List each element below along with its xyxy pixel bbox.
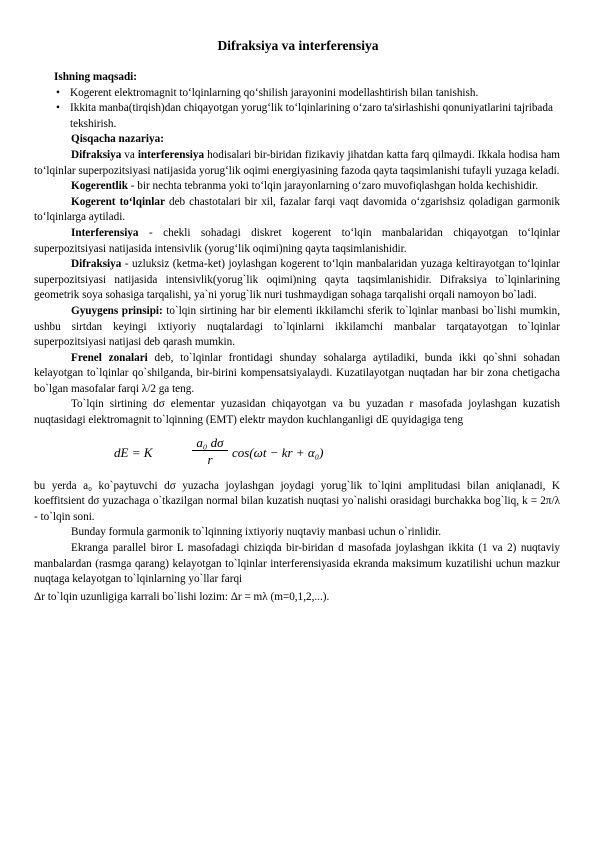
aim-item: • Ikkita manba(tirqish)dan chiqayotgan yorug‘lik to‘lqinlarining o‘zaro ta'sirlashishi qonuniyatlarini tajribada tekshirish. (56, 102, 553, 130)
paragraph-amplitude: bu yerda a₀ ko`paytuvchi dσ yuzacha joylashgan joydagi yorug`lik to`lqini amplitudasi bilan aniqlanadi, K koeffitsient dσ yuzachaga o`tkazilgan normal bilan kuzatish nuqtasi yo`nalishi orasidagi burchakka bog`liq, k = 2π/λ - to`lqin soni. (34, 479, 560, 523)
formula-denominator: r (207, 451, 213, 467)
formula-rhs: cos(ωt − kr + α₀) (232, 444, 324, 460)
paragraph-gyuygens: Gyuygens prinsipi: to`lqin sirtining har bir elementi ikkilamchi sferik to`lqinlar manbasi bo`lishi mumkin, ushbu sirtdan keyingi ixtiyoriy nuqtalardagi to`lqinlarni ikkilamchi manbalar tarqatayotgan to`lqinlar superpozitsiyasi natijasi deb qarash mumkin. (34, 304, 560, 349)
document-body (34, 70, 560, 605)
paragraph-two-sources: Ekranga parallel biror L masofadagi chiziqda bir-biridan d masofada joylashgan ikkita (1 va 2) nuqtaviy manbalardan (rasmga qarang) kelayotgan to`lqinlar interferensiyasida ekranda maksimum kuzatilishi uchun mazkur nuqtaga kelayotgan to`lqinlarning yo`llar farqi (34, 542, 560, 586)
aim-list (34, 86, 560, 133)
formula-numerator: a₀ dσ (192, 435, 228, 451)
aim-item: • Kogerent elektromagnit to‘lqinlarning qo‘shilish jarayonini modellashtirish bilan tanishish. (54, 86, 560, 102)
formula-de (114, 435, 560, 473)
paragraph-difraksiya-interferensiya: Difraksiya va interferensiya hodisalari bir-biridan fizikaviy jihatdan katta farq qilmaydi. Ikkala hodisa ham to‘lqinlar superpozitsiyasi natijasida yorug‘lik oqimi energiyasining fazoda qayta taqsimlanishi tufayli yuzaga keladi. (34, 148, 560, 177)
formula-fraction (192, 435, 228, 468)
paragraph-kogerent-tolqinlar: Kogerent to‘lqinlar deb chastotalari bir xil, fazalar farqi vaqt davomida o‘zgarishsiz qoladigan garmonik to‘lqinlarga aytiladi. (34, 195, 560, 224)
paragraph-frenel: Frenel zonalari deb, to`lqinlar frontidagi shunday sohalarga aytiladiki, bunda ikki qo`shni sohadan kelayotgan to`lqinlar qo`shilganda, bir-birini kompensatsiyalaydi. Kuzatilayotgan nuqtadan har bir zona chetigacha bo`lgan masofalar farqi λ/2 ga teng. (34, 351, 560, 395)
bullet-icon: • (56, 86, 60, 99)
paragraph-interferensiya: Interferensiya - chekli sohadagi diskret kogerent to‘lqin manbalaridan chiqayotgan to‘lqinlar superpozitsiyasi natijasida intensivlik (yorug‘lik oqimi)ning qayta taqsimlanishidir. (34, 226, 560, 255)
theory-heading: Qisqacha nazariya: (71, 133, 164, 146)
paragraph-difraksiya: Difraksiya - uzluksiz (ketma-ket) joylashgan kogerent to‘lqin manbalaridan yuzaga keltirayotgan to‘lqinlar superpozitsiyasi natijasida intensivlik(yorug`lik oqimi)ning qayta taqsimlanishidir. Difraksiya to`lqinlarining geometrik soya sohasiga tarqalishi, ya`ni yorug`lik nuri tushmaydigan sohaga tarqalishi orqali namoyon bo`ladi. (34, 258, 560, 302)
aim-heading: Ishning maqsadi: (54, 71, 138, 83)
paragraph-path-difference: Δr to`lqin uzunligiga karrali bo`lishi lozim: Δr = mλ (m=0,1,2,...). (34, 590, 330, 603)
bullet-icon: • (56, 102, 60, 115)
paragraph-kogerentlik: Kogerentlik - bir nechta tebranma yoki to‘lqin jarayonlarning o‘zaro muvofiqlashgan holda kechishidir. (71, 180, 539, 193)
page-title: Difraksiya va interferensiya (217, 38, 379, 53)
formula-lhs: dE = K (114, 444, 153, 460)
paragraph-emt: To`lqin sirtining dσ elementar yuzasidan chiqayotgan va bu yuzadan r masofada joylashgan kuzatish nuqtasidagi elektromagnit to`lqinning (EMT) elektr maydon kuchlanganligi dE quyidagiga teng (34, 398, 560, 427)
paragraph-point-source: Bunday formula garmonik to`lqinning ixtiyoriy nuqtaviy manbasi uchun o`rinlidir. (71, 526, 442, 539)
